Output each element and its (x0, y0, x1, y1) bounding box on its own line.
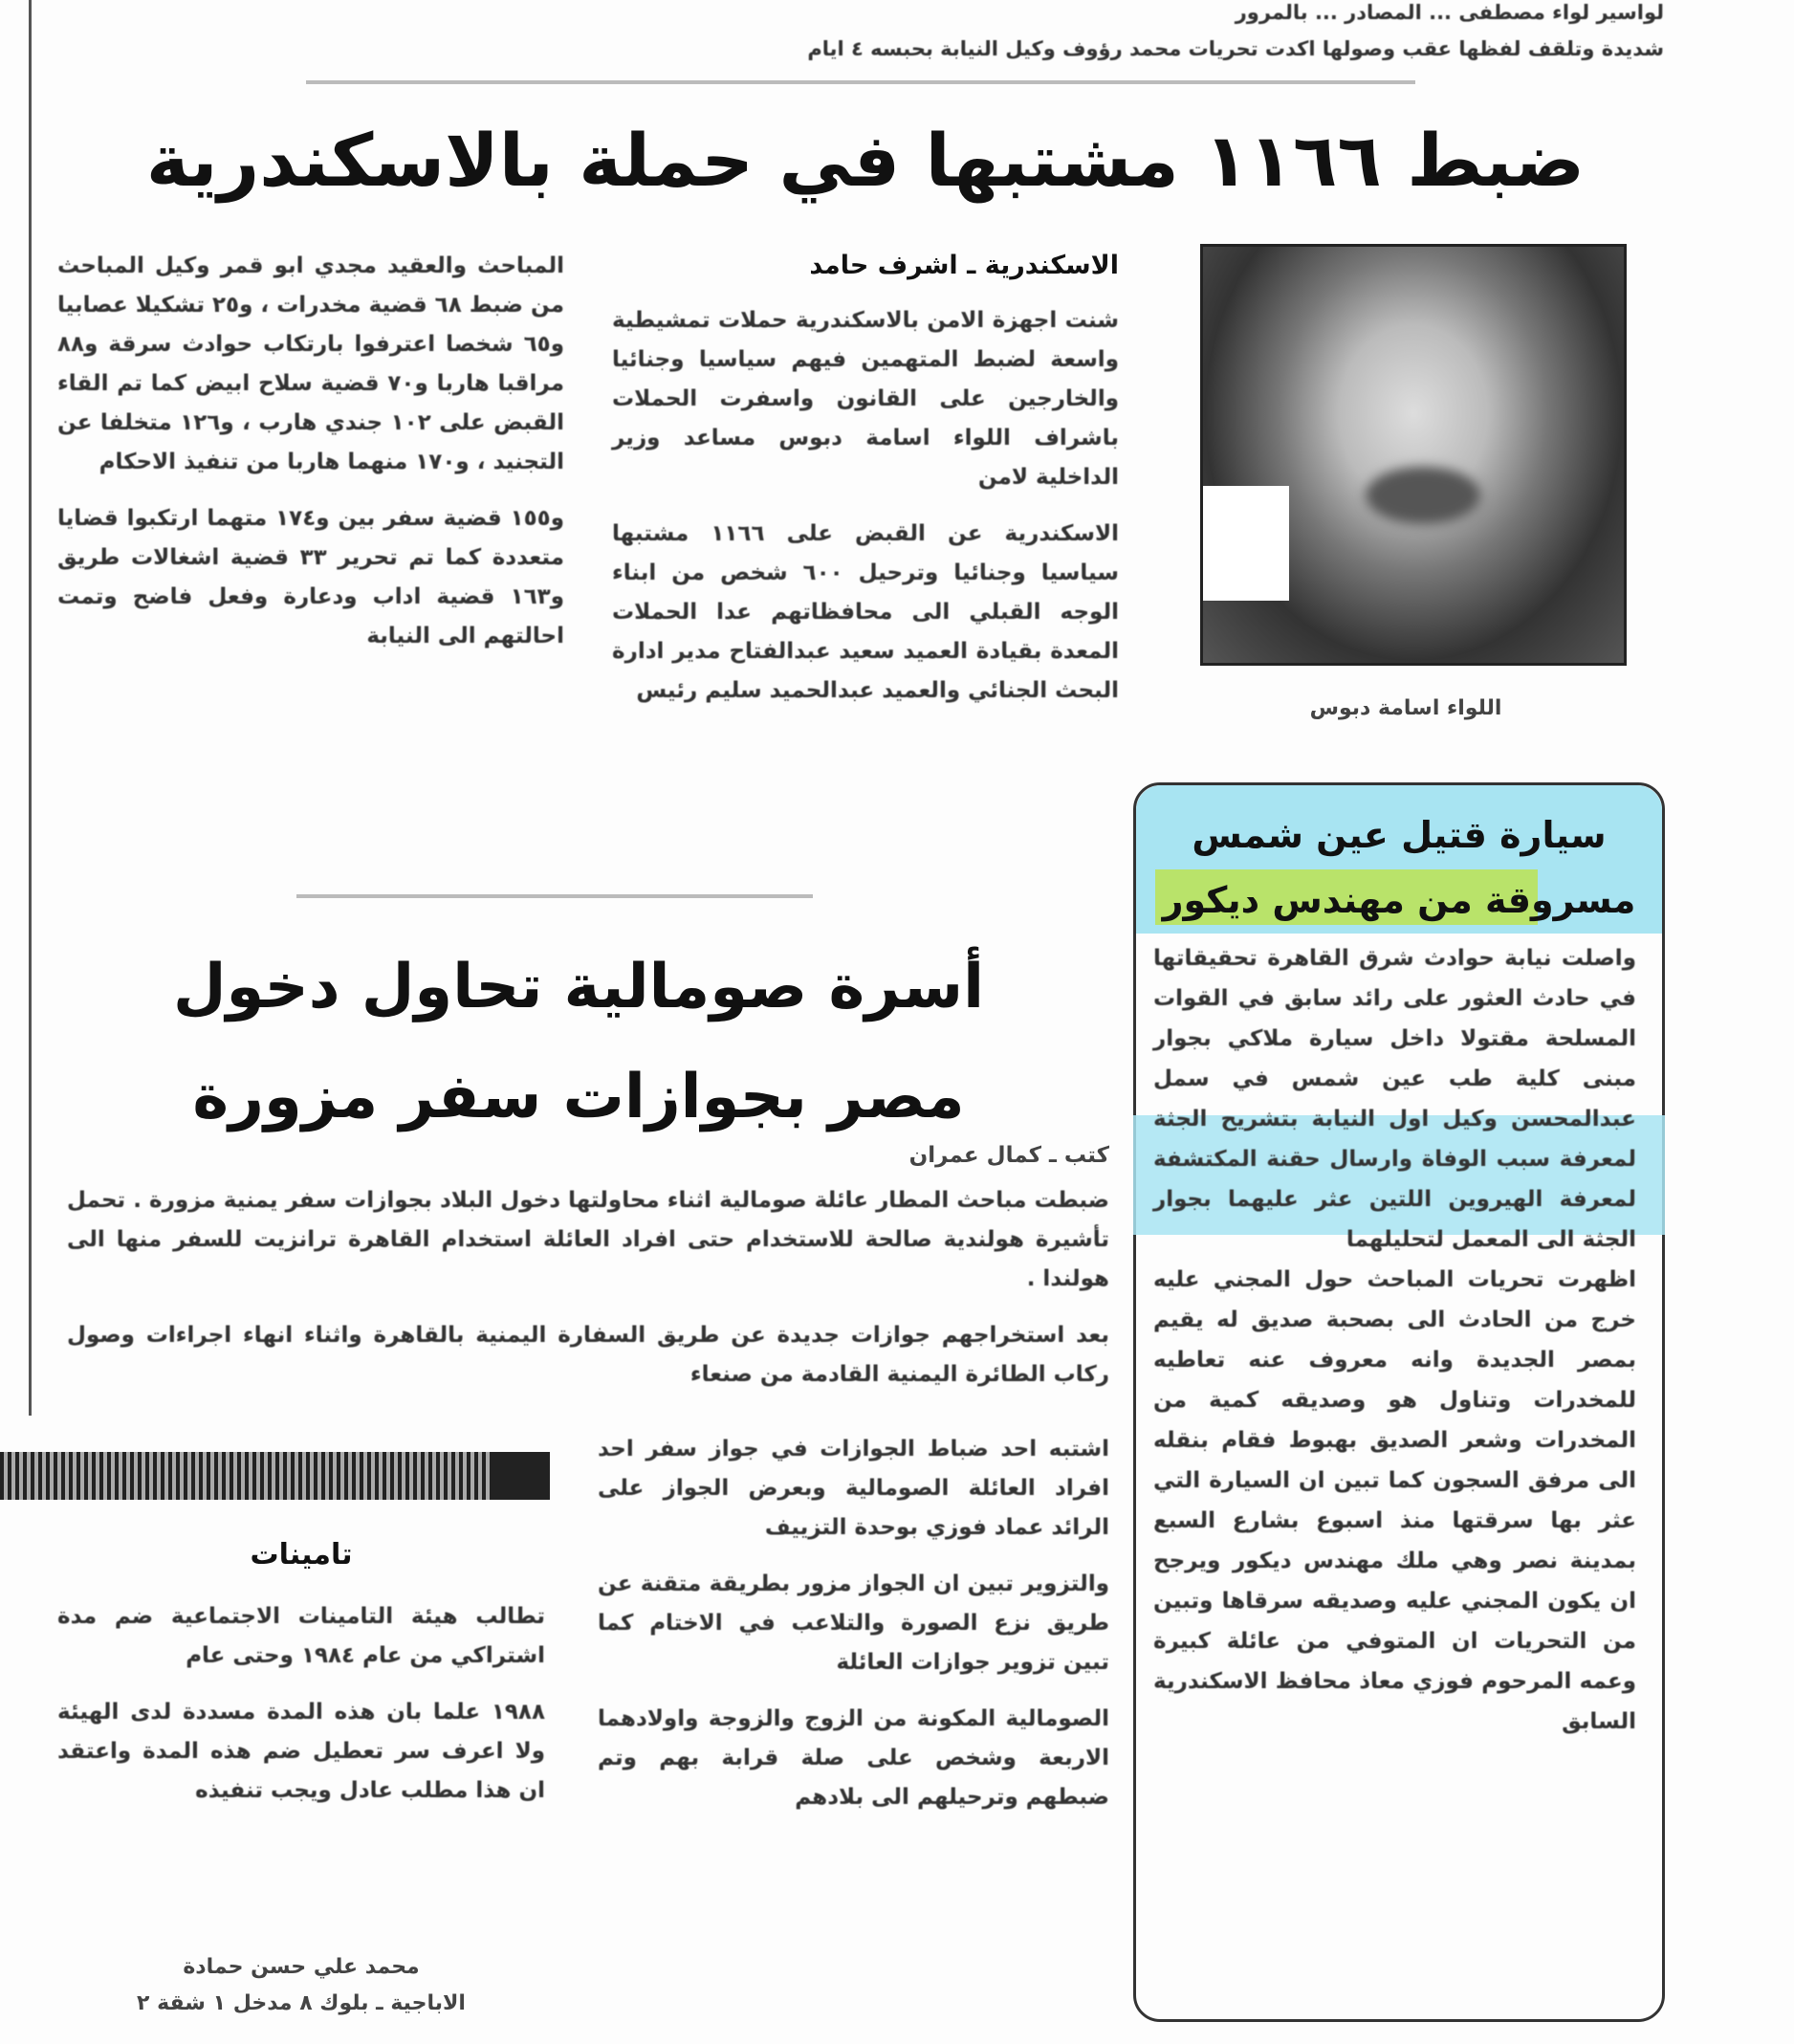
previous-article-tail (268, 0, 1664, 67)
box-headline (1146, 802, 1652, 933)
letter-title: تامينات (250, 1538, 353, 1571)
column-rule (29, 0, 32, 1416)
divider (296, 894, 813, 898)
photo-caption: اللواء اسامة دبوس (1309, 696, 1502, 720)
paragraph: الاسكندرية عن القبض على ١١٦٦ مشتبها سياسيا وجنائيا وترحيل ٦٠٠ شخص من ابناء الوجه القبلي الى محافظاتهم عدا الحملات المعدة بقيادة العميد سعيد عبدالفتاح مدير ادارة البحث الجنائي والعميد عبدالحميد سليم رئيس (612, 521, 1120, 703)
byline: كتب ـ كمال عمران (908, 1143, 1109, 1168)
paragraph: و١٥٥ قضية سفر بين و١٧٤ متهما ارتكبوا قضايا متعددة كما تم تحرير ٣٣ قضية اشغالات طريق و١٦٣ قضية اداب ودعارة وفعل فاضح وتمت احالتهم الى النيابة (57, 506, 564, 648)
paragraph: ١٩٨٨ علما بان هذه المدة مسددة لدى الهيئة ولا اعرف سر تعطيل ضم هذه المدة واعتقد ان هذا مطلب عادل ويجب تنفيذه (57, 1700, 545, 1803)
headline: ضبط ١١٦٦ مشتبها في حملة بالاسكندرية (145, 118, 1586, 203)
headline (67, 933, 1090, 1153)
paragraph: اشتبه احد ضباط الجوازات في جواز سفر احد افراد العائلة الصومالية وبعرض الجواز على الرائد عماد فوزي بوحدة التزييف (598, 1437, 1109, 1540)
article-lead (67, 1181, 1109, 1412)
paragraph: الصومالية المكونة من الزوج والزوجة واولادهما الاربعة وشخص على صلة قرابة بهم وتم ضبطهم وترحيلهم الى بلادهم (598, 1706, 1109, 1810)
paragraph: واصلت نيابة حوادث شرق القاهرة تحقيقاتها في حادث العثور على رائد سابق في القوات المسلحة مقتولا داخل سيارة ملاكي بجوار (1153, 946, 1636, 1051)
letter-body (57, 1597, 545, 1828)
signature-name: محمد علي حسن حمادة (183, 1955, 420, 1979)
text-line: لواسير لواء مصطفى ... المصادر ... بالمرور (1235, 1, 1664, 24)
boxed-article (1133, 782, 1665, 2022)
paragraph: اظهرت تحريات المباحث حول المجني عليه خرج من الحادث الى بصحبة صديق له يقيم بمصر الجديدة وانه معروف عنه تعاطيه للمخدرات وتناول هو وصديقه كمية من المخدرات وشعر الصديق بهبوط فقام بنقله الى مرفق السجون كما تبين ان السيارة التي عثر بها سرقتها منذ اسبوع بشارع السبع بمدينة نصر وهي ملك مهندس ديكور ويرجح ان يكون المجني عليه وصديقه سرقاها وتبين من التحريات ان المتوفي من عائلة كبيرة وعمه المرحوم فوزي معاذ محافظ الاسكندرية السابق (1153, 1267, 1636, 1734)
box-body (1153, 938, 1636, 1759)
article-column (612, 301, 1119, 728)
headline-line: مسروقة من مهندس ديكور (1162, 879, 1636, 921)
article-column (57, 247, 564, 673)
paragraph: شنت اجهزة الامن بالاسكندرية حملات تمشيطية واسعة لضبط المتهمين فيهم سياسيا وجنائيا والخارجين على القانون واسفرت الحملات باشراف اللواء اسامة دبوس مساعد وزير الداخلية لامن (612, 308, 1119, 490)
paragraph: وارسال حقنة المكتشفة لمعرفة الهيروين اللتين عثر عليهما بجوار الجثة الى المعمل لتحليلهما (1153, 1147, 1636, 1252)
portrait-photo (1200, 244, 1627, 666)
article-column (598, 1430, 1109, 1835)
text-line: شديدة وتلقف لفظها عقب وصولها اكدت تحريات محمد رؤوف وكيل النيابة بحبسه ٤ ايام (807, 37, 1664, 60)
headline-line: مصر بجوازات سفر مزورة (192, 1062, 965, 1132)
letter-signature (57, 1949, 545, 2022)
paragraph: بعد استخراجهم جوازات جديدة عن طريق السفارة اليمنية بالقاهرة واثناء انهاء اجراءات وصول ركاب الطائرة اليمنية القادمة من صنعاء (67, 1323, 1109, 1387)
headline-line: أسرة صومالية تحاول دخول (172, 952, 985, 1022)
paragraph: والتزوير تبين ان الجواز مزور بطريقة متقنة عن طريق نزع الصورة والتلاعب في الاختام كما تبين تزوير جوازات العائلة (598, 1571, 1109, 1675)
signature-address: الاباجية ـ بلوك ٨ مدخل ١ شقة ٢ (137, 1991, 466, 2015)
paragraph: المباحث والعقيد مجدي ابو قمر وكيل المباحث من ضبط ٦٨ قضية مخدرات ، و٢٥ تشكيلا عصابيا و٦٥ شخصا اعترفوا بارتكاب حوادث سرقة و٨٨ مراقبا هاربا و٧٠ قضية سلاح ابيض كما تم القاء القبض على ١٠٢ جندي هارب ، و١٢٦ متخلفا عن التجنيد ، و١٧٠ منهما هاربا من تنفيذ الاحكام (57, 253, 564, 474)
divider (306, 80, 1415, 84)
paragraph: مبنى كلية طب عين شمس في سمل عبدالمحسن وكيل اول النيابة بتشريح الجثة لمعرفة سبب الوفاة (1153, 1066, 1636, 1172)
dateline: الاسكندرية ـ اشرف حامد (809, 251, 1119, 280)
headline-line: سيارة قتيل عين شمس (1192, 814, 1607, 856)
section-banner (0, 1452, 550, 1500)
paragraph: ضبطت مباحث المطار عائلة صومالية اثناء محاولتها دخول البلاد بجوازات سفر يمنية مزورة . تحمل تأشيرة هولندية صالحة للاستخدام حتى افراد العائلة استخدام القاهرة ترانزيت للسفر منها الى هولندا . (67, 1188, 1109, 1291)
paragraph: تطالب هيئة التامينات الاجتماعية ضم مدة اشتراكي من عام ١٩٨٤ وحتى عام (57, 1604, 545, 1668)
